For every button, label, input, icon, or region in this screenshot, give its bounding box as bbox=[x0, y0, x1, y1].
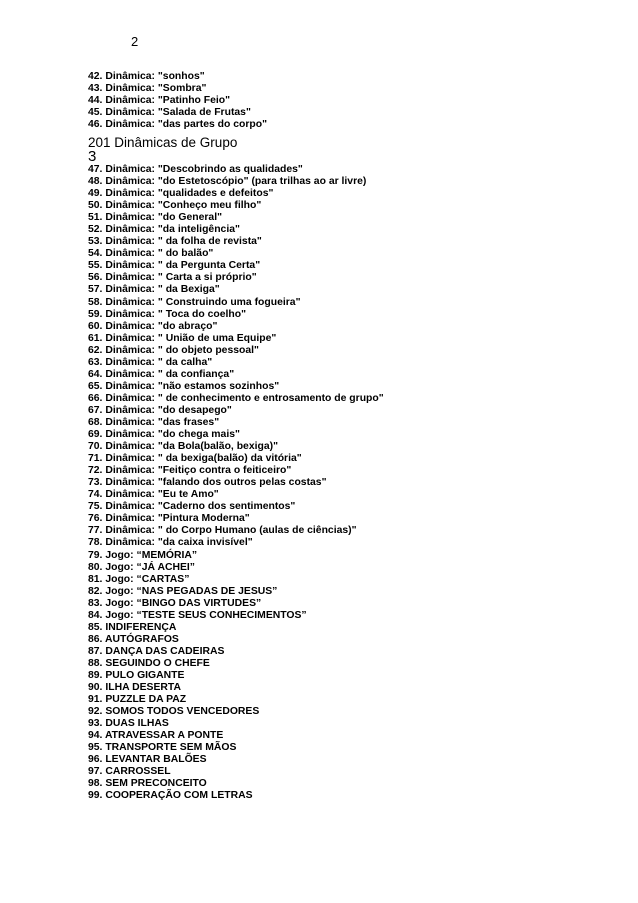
dynamics-list-part-1 bbox=[88, 71, 267, 131]
page-number: 2 bbox=[131, 34, 139, 49]
list-item: 44. Dinâmica: "Patinho Feio" bbox=[88, 95, 231, 107]
list-item: 49. Dinâmica: "qualidades e defeitos" bbox=[88, 188, 274, 200]
list-item: 64. Dinâmica: " da confiança" bbox=[88, 368, 235, 380]
list-item: 59. Dinâmica: " Toca do coelho" bbox=[88, 308, 247, 320]
list-item: 92. SOMOS TODOS VENCEDORES bbox=[88, 706, 260, 718]
list-item: 66. Dinâmica: " de conhecimento e entrosamento de grupo" bbox=[88, 392, 384, 404]
list-item: 84. Jogo: “TESTE SEUS CONHECIMENTOS” bbox=[88, 609, 307, 621]
list-item: 89. PULO GIGANTE bbox=[88, 669, 185, 681]
list-item: 96. LEVANTAR BALÕES bbox=[88, 754, 207, 766]
list-item: 63. Dinâmica: " da calha" bbox=[88, 356, 213, 368]
list-item: 91. PUZZLE DA PAZ bbox=[88, 694, 187, 706]
list-item: 60. Dinâmica: "do abraço" bbox=[88, 320, 218, 332]
list-item: 90. ILHA DESERTA bbox=[88, 682, 181, 694]
list-item: 69. Dinâmica: "do chega mais" bbox=[88, 429, 240, 441]
list-item: 78. Dinâmica: "da caixa invisível" bbox=[88, 537, 253, 549]
list-item: 74. Dinâmica: "Eu te Amo" bbox=[88, 489, 219, 501]
list-item: 95. TRANSPORTE SEM MÃOS bbox=[88, 742, 237, 754]
list-item: 52. Dinâmica: "da inteligência" bbox=[88, 224, 240, 236]
list-item: 61. Dinâmica: " União de uma Equipe" bbox=[88, 332, 277, 344]
list-item: 85. INDIFERENÇA bbox=[88, 621, 177, 633]
list-item: 94. ATRAVESSAR A PONTE bbox=[88, 730, 224, 742]
list-item: 82. Jogo: “NAS PEGADAS DE JESUS” bbox=[88, 585, 278, 597]
list-item: 67. Dinâmica: "do desapego" bbox=[88, 404, 232, 416]
list-item: 97. CARROSSEL bbox=[88, 766, 171, 778]
list-item: 83. Jogo: “BINGO DAS VIRTUDES” bbox=[88, 597, 262, 609]
list-item: 47. Dinâmica: "Descobrindo as qualidades" bbox=[88, 164, 303, 175]
list-item: 56. Dinâmica: " Carta a si próprio" bbox=[88, 272, 257, 284]
list-item: 68. Dinâmica: "das frases" bbox=[88, 416, 220, 428]
list-item: 42. Dinâmica: "sonhos" bbox=[88, 71, 205, 82]
section-title: 201 Dinâmicas de Grupo bbox=[88, 135, 238, 150]
list-item: 43. Dinâmica: "Sombra" bbox=[88, 83, 207, 95]
list-item: 79. Jogo: “MEMÓRIA” bbox=[88, 549, 198, 561]
section-number: 3 bbox=[88, 148, 97, 165]
list-item: 46. Dinâmica: "das partes do corpo" bbox=[88, 119, 268, 131]
list-item: 93. DUAS ILHAS bbox=[88, 718, 169, 730]
list-item: 75. Dinâmica: "Caderno dos sentimentos" bbox=[88, 501, 296, 513]
list-item: 53. Dinâmica: " da folha de revista" bbox=[88, 236, 262, 248]
list-item: 57. Dinâmica: " da Bexiga" bbox=[88, 284, 220, 296]
list-item: 71. Dinâmica: " da bexiga(balão) da vitória" bbox=[88, 453, 302, 465]
list-item: 73. Dinâmica: "falando dos outros pelas costas" bbox=[88, 477, 327, 489]
list-item: 87. DANÇA DAS CADEIRAS bbox=[88, 645, 225, 657]
list-item: 99. COOPERAÇÃO COM LETRAS bbox=[88, 790, 253, 802]
list-item: 51. Dinâmica: "do General" bbox=[88, 212, 223, 224]
list-item: 50. Dinâmica: "Conheço meu filho" bbox=[88, 200, 262, 212]
list-item: 77. Dinâmica: " do Corpo Humano (aulas de ciências)" bbox=[88, 525, 357, 537]
list-item: 70. Dinâmica: "da Bola(balão, bexiga)" bbox=[88, 441, 279, 453]
list-item: 88. SEGUINDO O CHEFE bbox=[88, 657, 210, 669]
list-item: 76. Dinâmica: "Pintura Moderna" bbox=[88, 513, 250, 525]
list-item: 48. Dinâmica: "do Estetoscópio" (para trilhas ao ar livre) bbox=[88, 176, 367, 188]
list-item: 62. Dinâmica: " do objeto pessoal" bbox=[88, 344, 259, 356]
list-item: 80. Jogo: “JÁ ACHEI” bbox=[88, 561, 196, 573]
list-item: 65. Dinâmica: "não estamos sozinhos" bbox=[88, 380, 280, 392]
list-item: 86. AUTÓGRAFOS bbox=[88, 633, 179, 645]
list-item: 55. Dinâmica: " da Pergunta Certa" bbox=[88, 260, 261, 272]
list-item: 72. Dinâmica: "Feitiço contra o feiticeiro" bbox=[88, 465, 292, 477]
list-item: 45. Dinâmica: "Salada de Frutas" bbox=[88, 107, 251, 119]
dynamics-list-part-2 bbox=[88, 164, 384, 802]
list-item: 81. Jogo: “CARTAS” bbox=[88, 573, 190, 585]
list-item: 98. SEM PRECONCEITO bbox=[88, 778, 207, 790]
list-item: 54. Dinâmica: " do balão" bbox=[88, 248, 214, 260]
list-item: 58. Dinâmica: " Construindo uma fogueira" bbox=[88, 296, 301, 308]
